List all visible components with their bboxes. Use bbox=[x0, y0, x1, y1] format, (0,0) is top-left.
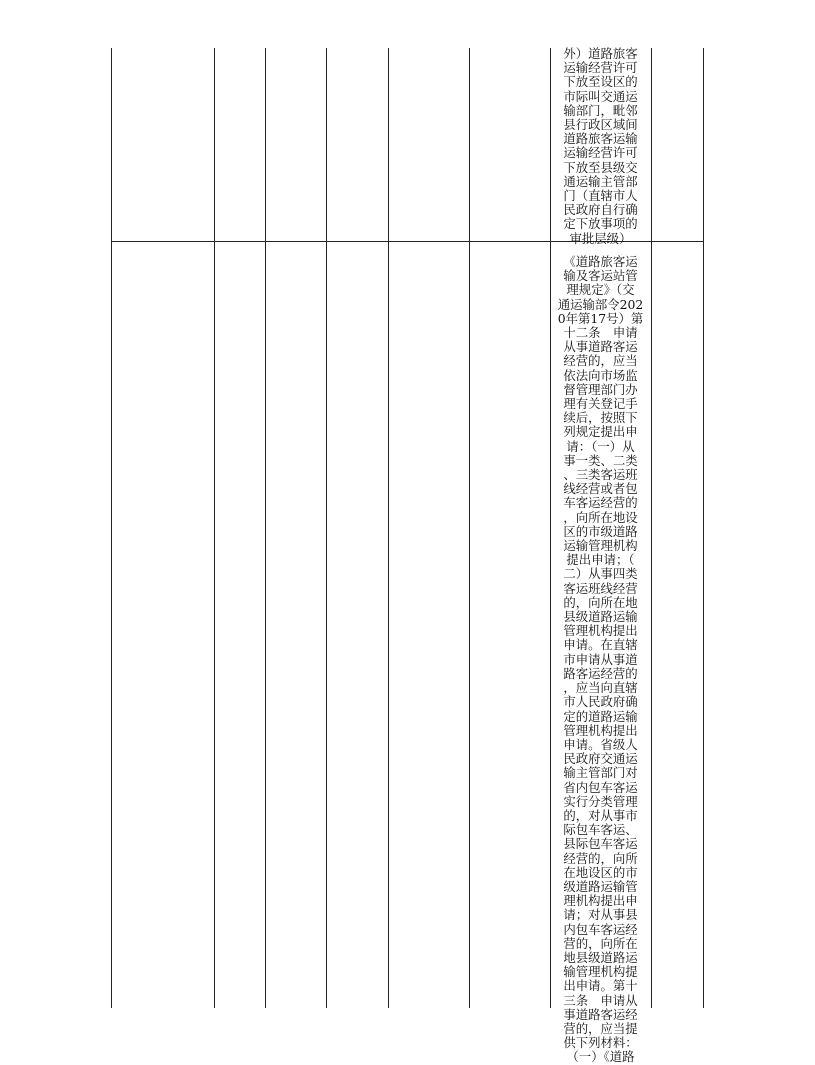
table-column-divider bbox=[265, 48, 266, 1008]
table-border-right bbox=[703, 48, 704, 1008]
table-column-divider bbox=[550, 48, 551, 1008]
table-column-divider bbox=[214, 48, 215, 1008]
table-border-left bbox=[111, 48, 112, 1008]
table-column-divider bbox=[326, 48, 327, 1008]
table-cell-legal-basis: 《道路旅客运 输及客运站管 理规定》（交 通运输部令202 0年第17号）第 十二条 申请 从事道路客运 经营的，应当 依法向市场监 督管理部门办 理有关登记手 续后，按照下 列规定提出申 请：（一）从 事一类、二类 、三类客运班 线经营或者包 车客运经营的 ，向所在地设 区的市级道路 运输管理机构 提出申请；（ 二）从事四类 客运班线经营 的，向所在地 县级道路运输 管理机构提出 申请。在直辖 市申请从事道 路客运经营的 ，应当向直辖 市人民政府确 定的道路运输 管理机构提出 申请。省级人 民政府交通运 输主管部门对 省内包车客运 实行分类管理 的，对从事市 际包车客运、 县际包车客运 经营的，向所 在地设区的市 级道路运输管 理机构提出申 请；对从事县 内包车客运经 营的，向所在 地县级道路运 输管理机构提 出申请。第十 三条 申请从 事道路客运经 营的，应当提 供下列材料： （一）《道路 bbox=[557, 254, 644, 1065]
table-column-divider bbox=[651, 48, 652, 1008]
table-column-divider bbox=[469, 48, 470, 1008]
table-cell-legal-basis: 外）道路旅客 运输经营许可 下放至设区的 市际叫交通运 输部门，毗邻 县行政区域间 道路旅客运输 运输经营许可 下放至县级交 通运输主管部 门（直辖市人 民政府自行确 定下放事项的 审批层级） bbox=[563, 46, 638, 246]
table-column-divider bbox=[388, 48, 389, 1008]
